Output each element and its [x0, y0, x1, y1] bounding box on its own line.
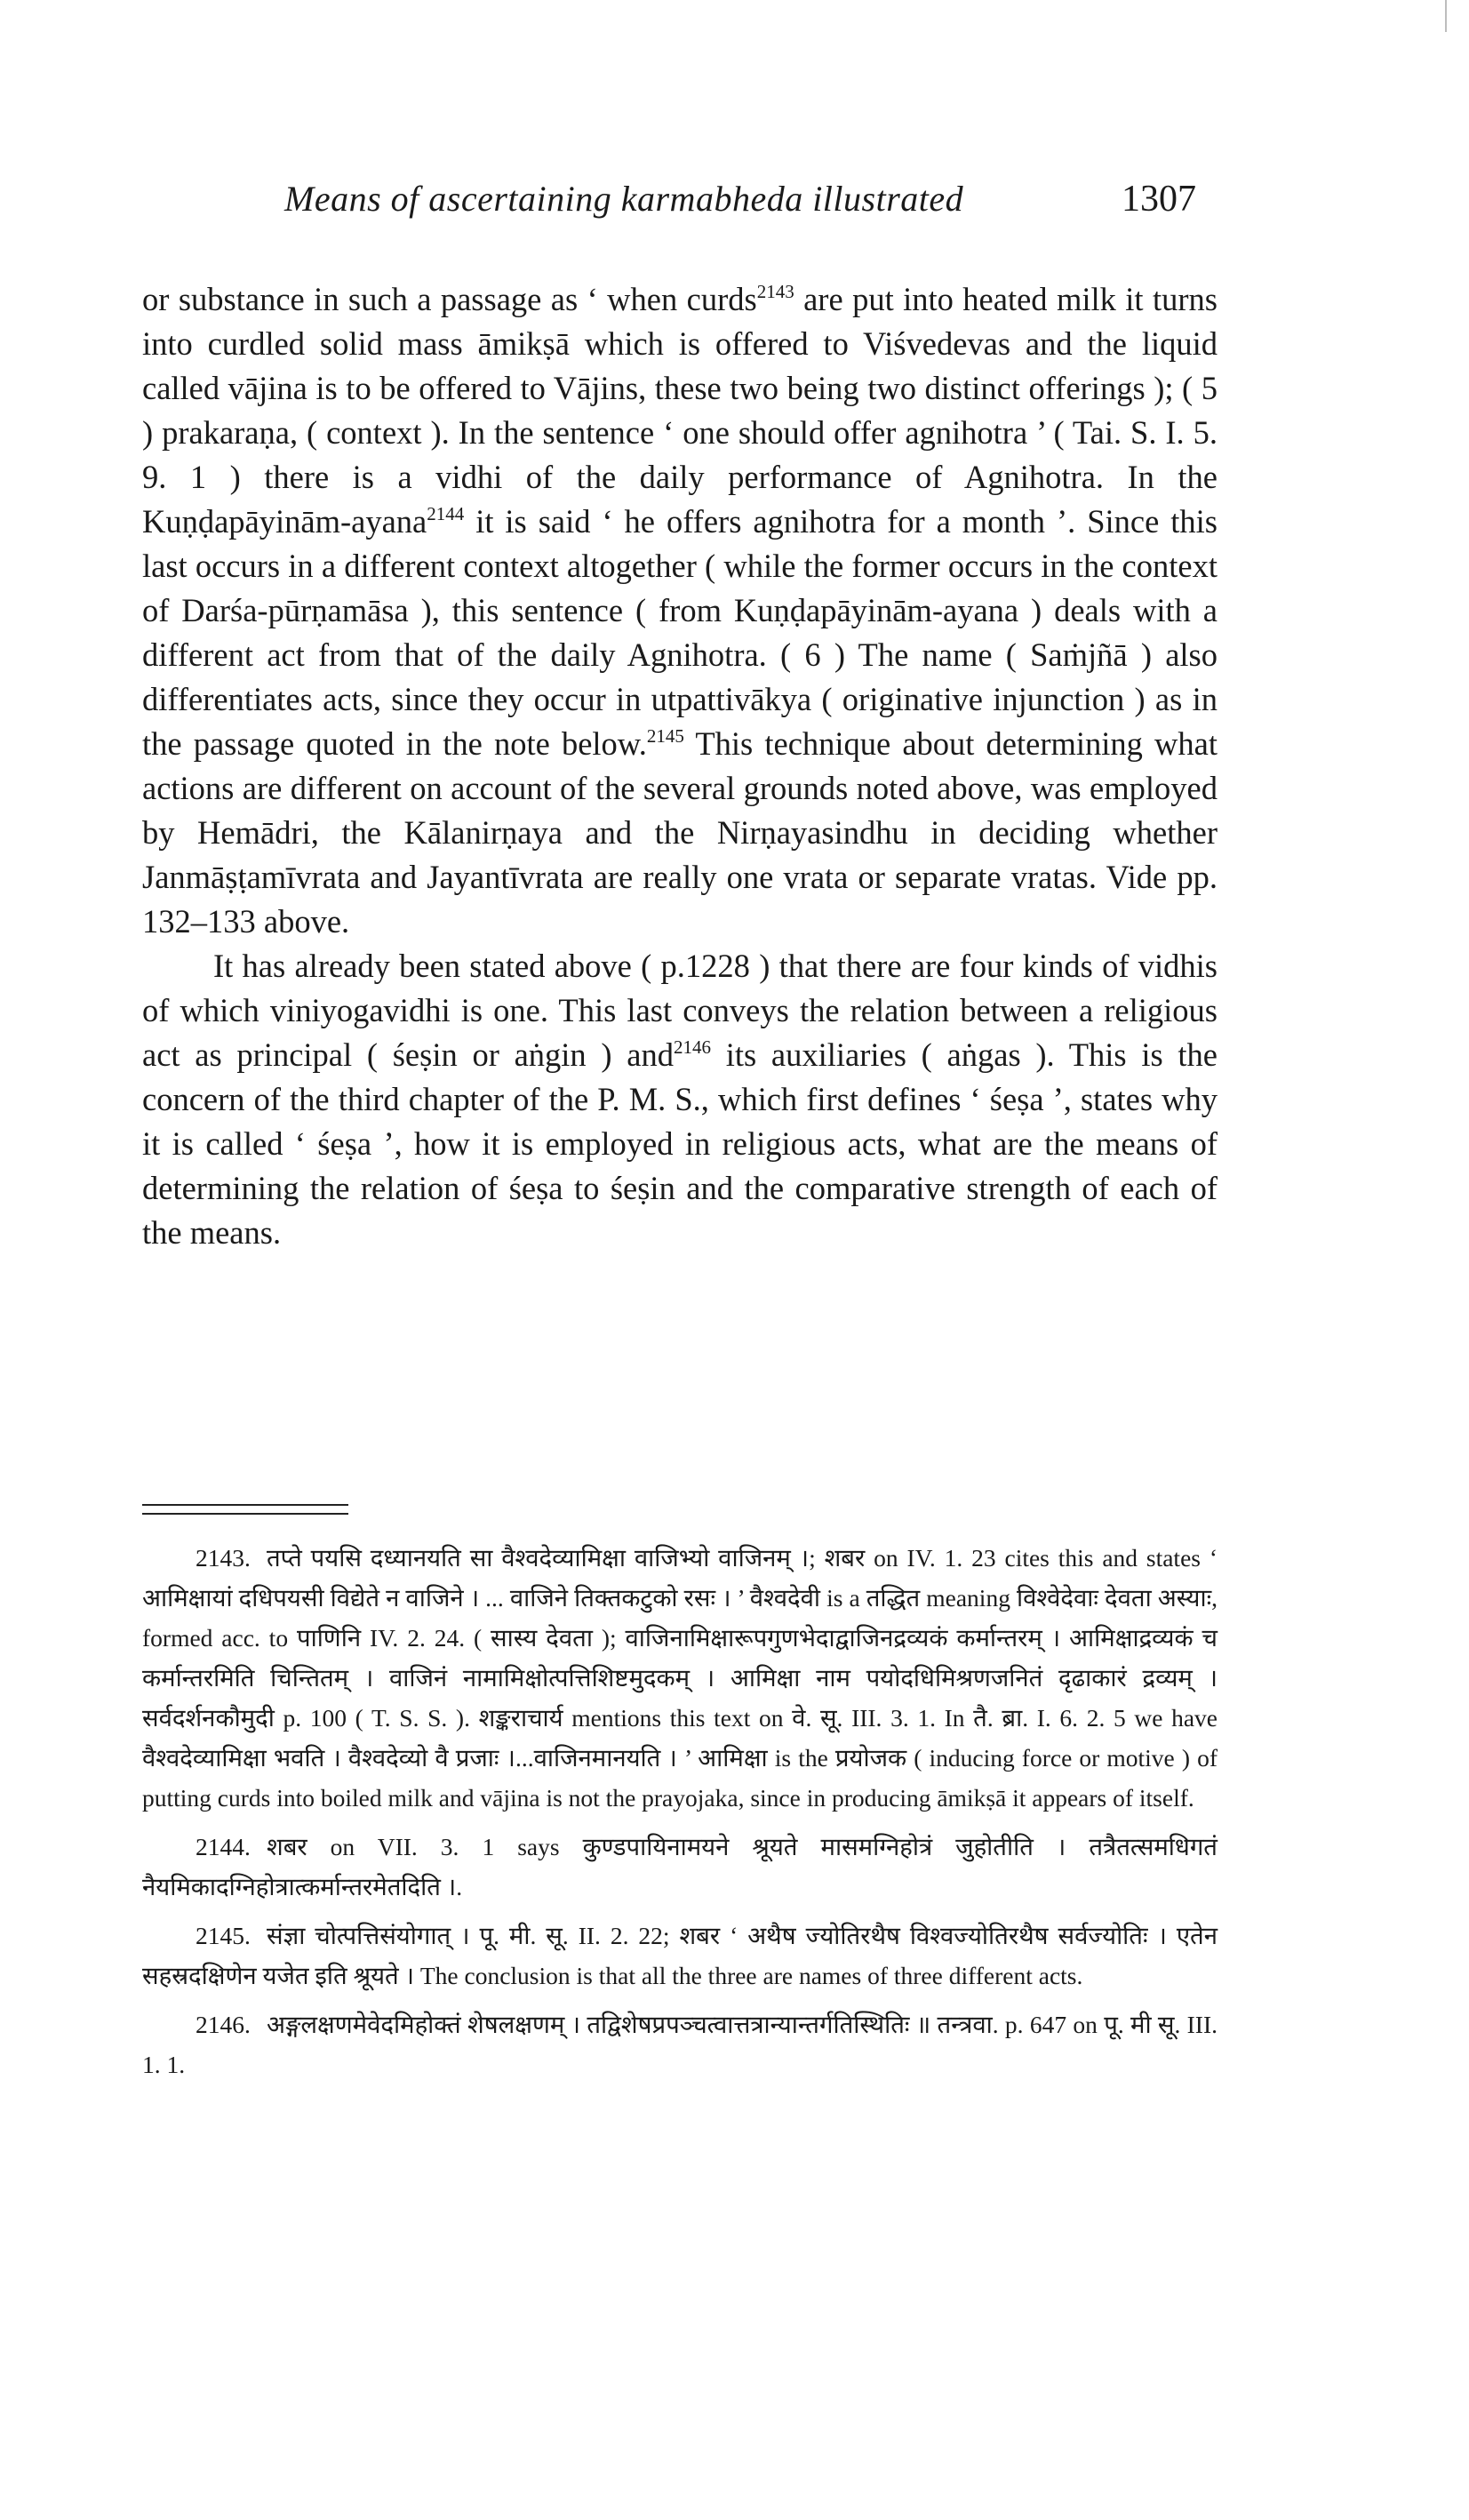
paragraph-1-part-d: This technique about determining what actions are different on account of the several grounds noted above, was employed by Hemādri, the Kālanirṇaya and the Nirṇayasindhu in deciding whether Janmāṣṭamīvrata and Jayantīvrata are really one vrata or separate vratas. Vide pp. 132–133 above.	[142, 725, 1218, 940]
paragraph-2-part-b: its auxiliaries ( aṅgas ). This is the concern of the third chapter of the P. M. S., which first defines ‘ śeṣa ’, states why it is called ‘ śeṣa ’, how it is employed in religious acts, what are the means of determining the relation of śeṣa to śeṣin and the comparative strength of each of the means.	[142, 1036, 1218, 1251]
footnote-text: अङ्गलक्षणमेवेदमिहोक्तं शेषलक्षणम् । तद्विशेषप्रपञ्चत्वात्तत्रान्यान्तर्गतिस्थितिः ॥ तन्त्रवा. p. 647 on पू. मी सू. III. 1. 1.	[142, 2011, 1218, 2078]
page-header	[0, 178, 1469, 240]
paragraph-1	[142, 277, 1218, 944]
footnotes	[142, 1538, 1218, 2093]
footnote-separator-rule	[142, 1504, 348, 1506]
footnote-number: 2145.	[196, 1922, 251, 1949]
footnote-text: शबर on VII. 3. 1 says कुण्डपायिनामयने श्रूयते मासमग्निहोत्रं जुहोतीति । तत्रैतत्समधिगतं नैयमिकादग्निहोत्रात्कर्मान्तरमेतदिति ।.	[142, 1833, 1218, 1900]
main-text	[142, 277, 1218, 1255]
footnote-2143	[142, 1538, 1218, 1818]
footnote-number: 2144.	[196, 1833, 251, 1860]
paragraph-2-part-a: It has already been stated above ( p.1228 ) that there are four kinds of vidhis of which viniyogavidhi is one. This last conveys the relation between a religious act as principal ( śeṣin or aṅgin ) and	[142, 948, 1218, 1073]
paragraph-1-part-a: or substance in such a passage as ‘ when curds	[142, 281, 757, 317]
footnote-ref-2143: 2143	[756, 281, 794, 302]
footnote-text: तप्ते पयसि दध्यानयति सा वैश्वदेव्यामिक्षा वाजिभ्यो वाजिनम् ।; शबर on IV. 1. 23 cites this and states ‘ आमिक्षायां दधिपयसी विद्येते न वाजिने । ... वाजिने तिक्तकटुको रसः । ’ वैश्वदेवी is a तद्धित meaning विश्वेदेवाः देवता अस्याः, formed acc. to पाणिनि IV. 2. 24. ( सास्य देवता ); वाजिनामिक्षारूपगुणभेदाद्वाजिनद्रव्यकं कर्मान्तरम् । आमिक्षाद्रव्यकं च कर्मान्तरमिति चिन्तितम् । वाजिनं नामामिक्षोत्पत्तिशिष्टमुदकम् । आमिक्षा नाम पयोदधिमिश्रणजनितं दृढाकारं द्रव्यम् । सर्वदर्शनकौमुदी p. 100 ( T. S. S. ). शङ्कराचार्य mentions this text on वे. सू. III. 3. 1. In तै. ब्रा. I. 6. 2. 5 we have वैश्वदेव्यामिक्षा भवति । वैश्वदेव्यो वै प्रजाः ।...वाजिनमानयति । ’ आमिक्षा is the प्रयोजक ( inducing force or motive ) of putting curds into boiled milk and vājina is not the prayojaka, since in producing āmikṣā it appears of itself.	[142, 1544, 1218, 1812]
footnote-number: 2143.	[196, 1544, 251, 1572]
footnote-number: 2146.	[196, 2011, 251, 2038]
footnote-text: संज्ञा चोत्पत्तिसंयोगात् । पू. मी. सू. II. 2. 22; शबर ‘ अथैष ज्योतिरथैष विश्वज्योतिरथैष सर्वज्योतिः । एतेन सहस्रदक्षिणेन यजेत इति श्रूयते । The conclusion is that all the three are names of three different acts.	[142, 1922, 1218, 1989]
running-title: Means of ascertaining karmabheda illustrated	[284, 179, 964, 219]
page-number: 1307	[1122, 179, 1196, 220]
footnote-ref-2146: 2146	[673, 1036, 711, 1058]
footnote-ref-2145: 2145	[646, 725, 684, 747]
paragraph-1-part-c: it is said ‘ he offers agnihotra for a month ’. Since this last occurs in a different context altogether ( while the former occurs in the context of Darśa-pūrṇamāsa ), this sentence ( from Kuṇḍapāyinām-ayana ) deals with a different act from that of the daily Agnihotra. ( 6 ) The name ( Saṁjñā ) also differentiates acts, since they occur in utpattivākya ( originative injunction ) as in the passage quoted in the note below.	[142, 503, 1218, 762]
footnote-2146	[142, 2004, 1218, 2084]
margin-mark	[1445, 0, 1447, 32]
paragraph-1-part-b: are put into heated milk it turns into curdled solid mass āmikṣā which is offered to Viśvedevas and the liquid called vājina is to be offered to Vājins, these two being two distinct offerings ); ( 5 ) prakaraṇa, ( context ). In the sentence ‘ one should offer agnihotra ’ ( Tai. S. I. 5. 9. 1 ) there is a vidhi of the daily performance of Agnihotra. In the Kuṇḍapāyinām-ayana	[142, 281, 1218, 540]
footnote-ref-2144: 2144	[427, 503, 465, 524]
footnote-2145	[142, 1916, 1218, 1996]
footnote-separator-rule	[142, 1513, 348, 1515]
paragraph-2	[142, 944, 1218, 1255]
footnote-2144	[142, 1827, 1218, 1907]
